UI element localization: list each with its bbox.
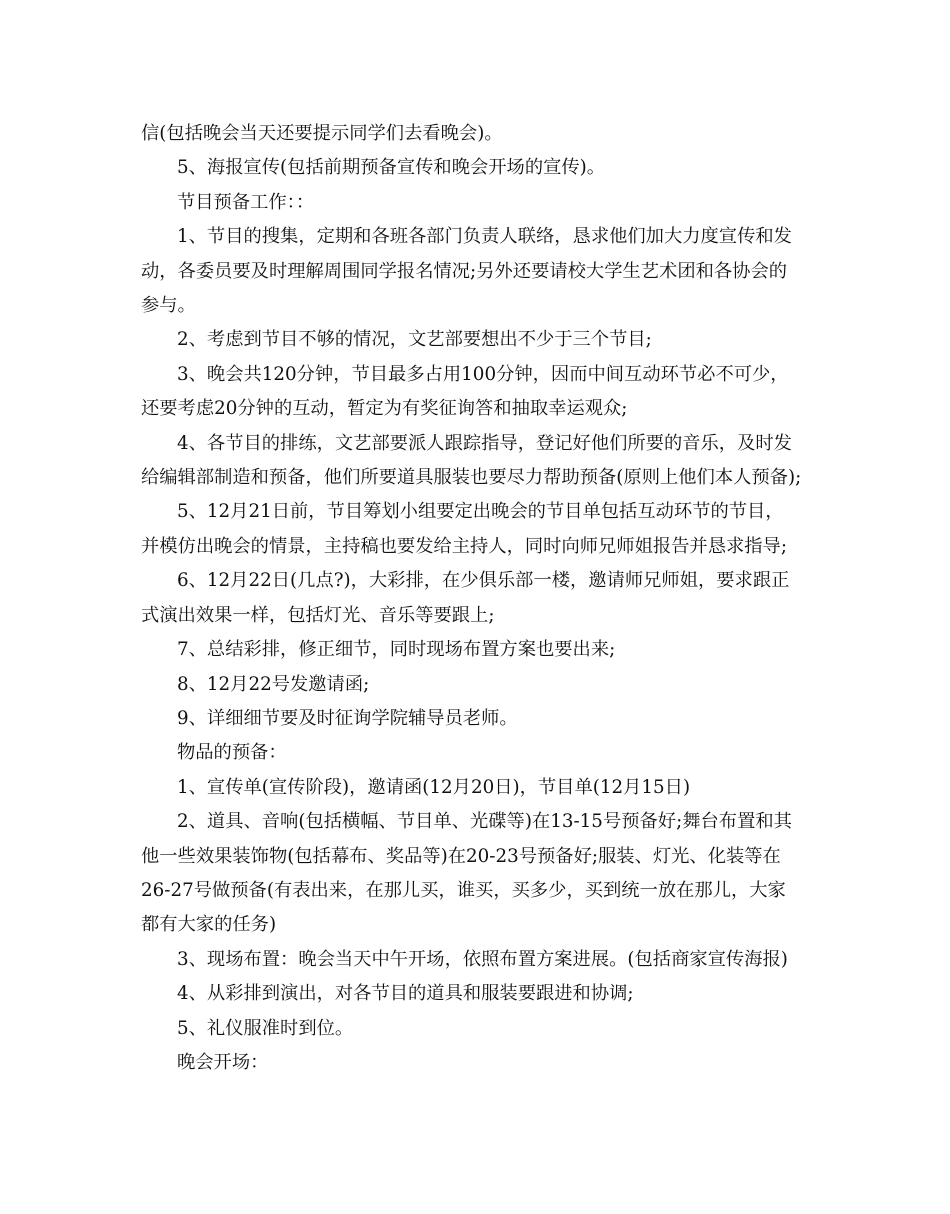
- text-line: 26-27号做预备(有表出来，在那儿买，谁买，买多少，买到统一放在那儿，大家: [141, 879, 786, 901]
- section-heading: 晚会开场：: [177, 1051, 269, 1073]
- text-line: 5、海报宣传(包括前期预备宣传和晚会开场的宣传)。: [177, 157, 606, 179]
- text-line: 还要考虑20分钟的互动，暂定为有奖征询答和抽取幸运观众;: [141, 398, 628, 420]
- text-line: 8、12月22号发邀请函;: [177, 673, 370, 695]
- section-heading: 物品的预备：: [177, 742, 287, 764]
- text-line: 动，各委员要及时理解周围同学报名情况;另外还要请校大学生艺术团和各协会的: [141, 260, 788, 282]
- text-line: 3、晚会共120分钟，节目最多占用100分钟，因而中间互动环节必不可少，: [177, 363, 789, 385]
- text-line: 5、礼仪服准时到位。: [177, 1017, 354, 1039]
- document-body: [141, 117, 821, 1080]
- text-line: 4、各节目的排练，文艺部要派人跟踪指导，登记好他们所要的音乐，及时发: [177, 432, 792, 454]
- text-line: 6、12月22日(几点?)，大彩排，在少俱乐部一楼，邀请师兄师姐，要求跟正: [177, 570, 790, 592]
- text-line: 给编辑部制造和预备，他们所要道具服装也要尽力帮助预备(原则上他们本人预备);: [141, 467, 802, 489]
- text-line: 3、现场布置：晚会当天中午开场，依照布置方案进展。(包括商家宣传海报): [177, 948, 788, 970]
- text-line: 1、节目的搜集，定期和各班各部门负责人联络，恳求他们加大力度宣传和发: [177, 226, 792, 248]
- text-line: 式演出效果一样，包括灯光、音乐等要跟上;: [141, 604, 495, 626]
- text-line: 信(包括晚会当天还要提示同学们去看晚会)。: [141, 123, 503, 144]
- text-line: 并模仿出晚会的情景，主持稿也要发给主持人，同时向师兄师姐报告并恳求指导;: [141, 535, 788, 557]
- text-line: 他一些效果装饰物(包括幕布、奖品等)在20-23号预备好;服装、灯光、化装等在: [141, 845, 781, 867]
- section-heading: 节目预备工作：：: [177, 191, 315, 213]
- text-line: 9、详细细节要及时征询学院辅导员老师。: [177, 707, 518, 729]
- text-line: 2、道具、音响(包括横幅、节目单、光碟等)在13-15号预备好;舞台布置和其: [177, 811, 792, 833]
- text-line: 2、考虑到节目不够的情况，文艺部要想出不少于三个节目;: [177, 329, 652, 351]
- text-line: 7、总结彩排，修正细节，同时现场布置方案也要出来;: [177, 639, 616, 661]
- text-line: 都有大家的任务): [141, 914, 277, 936]
- text-line: 5、12月21日前，节目筹划小组要定出晚会的节目单包括互动环节的节目，: [177, 501, 784, 523]
- text-line: 4、从彩排到演出，对各节目的道具和服装要跟进和协调;: [177, 983, 634, 1005]
- text-line: 参与。: [141, 295, 196, 317]
- text-line: 1、宣传单(宣传阶段)，邀请函(12月20日)，节目单(12月15日): [177, 776, 691, 798]
